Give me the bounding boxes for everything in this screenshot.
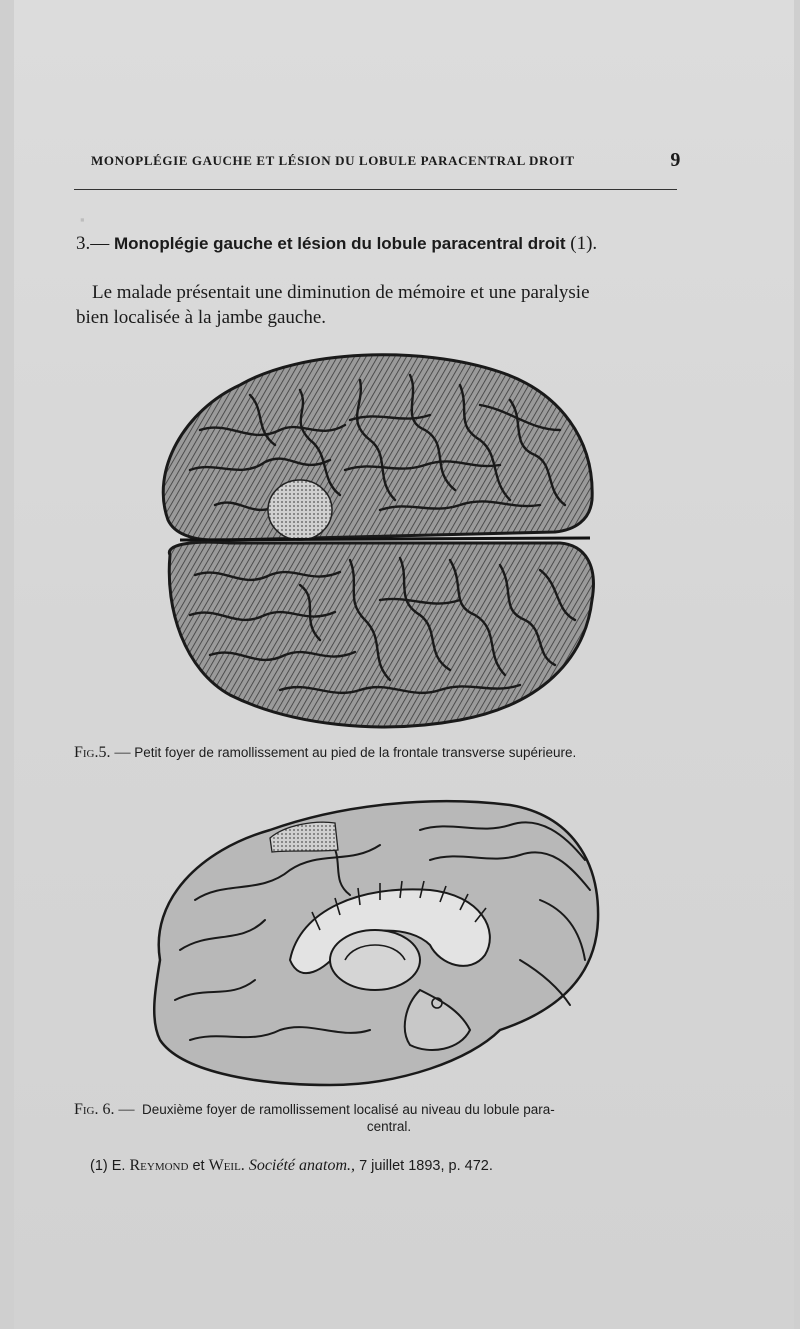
show-through-text: ▪ [80, 212, 85, 227]
figure-6-label: Fig. 6. — [74, 1101, 135, 1118]
section-number: 3.— [76, 233, 110, 254]
footnote-author-1: Reymond [129, 1157, 189, 1174]
footnote-marker: (1) E. [90, 1158, 126, 1174]
page-number: 9 [670, 149, 681, 171]
section-footnote-ref: (1). [570, 233, 598, 254]
footnote [90, 1157, 493, 1175]
footnote-journal: Société anatom., [248, 1157, 356, 1174]
figure-5-label: Fig.5. — [74, 744, 131, 761]
section-title: Monoplégie gauche et lésion du lobule paracentral droit [114, 234, 566, 253]
footnote-date-page: 7 juillet 1893, p. 472. [359, 1158, 493, 1174]
body-line-2: bien localisée à la jambe gauche. [76, 307, 327, 328]
figure-6-caption-line-1: Deuxième foyer de ramollissement localisé au niveau du lobule para- [142, 1102, 555, 1117]
body-line-1: Le malade présentait une diminution de mémoire et une paralysie [92, 282, 590, 303]
figure-6-caption-line-2: central. [366, 1119, 412, 1134]
footnote-conjunction: et [192, 1158, 205, 1174]
figure-5-caption-text: Petit foyer de ramollissement au pied de la frontale transverse supérieure. [134, 745, 577, 760]
medial-hemisphere [154, 801, 598, 1085]
figure-6-caption [74, 1101, 684, 1135]
running-title: MONOPLÉGIE GAUCHE ET LÉSION DU LOBULE PARACENTRAL DROIT [91, 153, 575, 168]
footnote-author-2: Weil. [208, 1157, 245, 1174]
